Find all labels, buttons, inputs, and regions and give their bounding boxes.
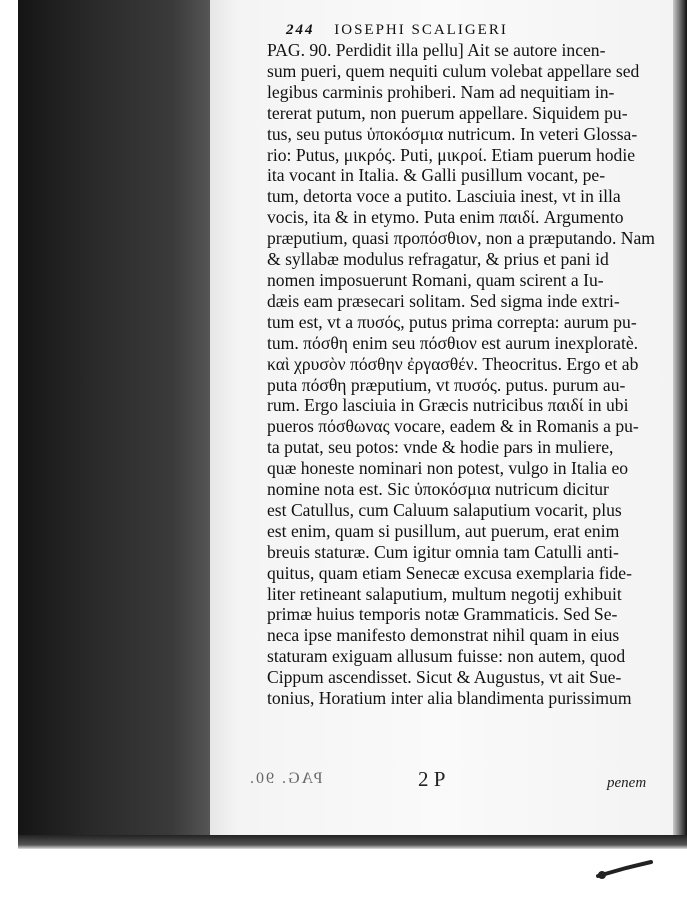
text-line: breuis staturæ. Cum igitur omnia tam Catulli anti- bbox=[267, 541, 619, 562]
text-line: ta putat, seu potos: vnde & hodie pars in muliere, bbox=[267, 437, 614, 458]
text-line: PAG. 90. Perdidit illa pellu] Ait se autore incen- bbox=[267, 40, 606, 60]
text-line: καὶ χρυσὸν πόσθην ἐργασθέν. Theocritus. Ergo et ab bbox=[267, 353, 639, 374]
text-line: sum pueri, quem nequiti culum volebat appellare sed bbox=[267, 60, 640, 81]
page-number: 244 bbox=[286, 22, 315, 38]
text-line: staturam exiguam allusum fuisse: non autem, quod bbox=[267, 646, 626, 667]
scanner-margin-bottom bbox=[0, 849, 687, 900]
text-line: nomine nota est. Sic ὑποκόσμια nutricum dicitur bbox=[267, 479, 609, 500]
text-line: rum. Ergo lasciuia in Græcis nutricibus παιδί in ubi bbox=[267, 395, 629, 416]
text-line: primæ huius temporis notæ Grammaticis. Sed Se- bbox=[267, 604, 618, 625]
text-line: tum, detorta voce a putito. Lasciuia inest, vt in illa bbox=[267, 186, 621, 207]
text-line: tum. πόσθη enim seu πόσθιον est aurum inexploratè. bbox=[267, 332, 639, 353]
text-line: legibus carminis prohiberi. Nam ad nequitiam in- bbox=[267, 81, 615, 102]
text-line: Cippum ascendisset. Sicut & Augustus, vt ait Sue- bbox=[267, 667, 622, 688]
facing-page-shadow bbox=[18, 0, 210, 842]
scan-debris-mark bbox=[596, 858, 656, 880]
text-line: vocis, ita & in etymo. Puta enim παιδί. Argumento bbox=[267, 207, 624, 228]
text-line: dæis eam præsecari solitam. Sed sigma inde extri- bbox=[267, 290, 620, 311]
running-title: IOSEPHI SCALIGERI bbox=[334, 22, 508, 38]
text-line: rio: Putus, μικρός. Puti, μικροί. Etiam puerum hodie bbox=[267, 144, 636, 165]
text-line: & syllabæ modulus refragatur, & prius et pani id bbox=[267, 249, 609, 270]
text-line: ita vocant in Italia. & Galli pusillum vocant, pe- bbox=[267, 165, 606, 186]
signature-mark: 2 P bbox=[418, 767, 446, 791]
text-line: est enim, quam si pusillum, aut puerum, erat enim bbox=[267, 520, 620, 541]
right-edge-shadow bbox=[673, 0, 687, 842]
text-line: quæ honeste nominari non potest, vulgo in Italia eo bbox=[267, 458, 629, 479]
text-line: est Catullus, cum Caluum salaputium vocarit, plus bbox=[267, 499, 622, 520]
text-line: liter retineant salaputium, multum negotij exhibuit bbox=[267, 583, 622, 604]
text-line: nomen imposuerunt Romani, quam scirent a Iu- bbox=[267, 269, 604, 290]
bottom-shadow-band bbox=[18, 835, 687, 849]
text-line: tonius, Horatium inter alia blandimenta purissimum bbox=[267, 688, 632, 709]
text-line: puta πόσθη præputium, vt πυσός. putus. purum au- bbox=[267, 374, 626, 395]
text-line: tum est, vt a πυσός, putus prima correpta: aurum pu- bbox=[267, 311, 637, 332]
body-text bbox=[267, 40, 673, 709]
bleed-through-text: PAG. 90. bbox=[248, 770, 323, 787]
catchword: penem bbox=[607, 775, 647, 791]
text-line: præputium, quasi προπόσθιον, non a præputando. Nam bbox=[267, 228, 655, 249]
text-line: tus, seu putus ὑποκόσμια nutricum. In veteri Glossa- bbox=[267, 123, 638, 144]
page-header bbox=[286, 22, 666, 39]
text-line: neca ipse manifesto demonstrat nihil quam in eius bbox=[267, 625, 620, 646]
text-line: pueros πόσθωνας vocare, eadem & in Romanis a pu- bbox=[267, 416, 639, 437]
text-line: quitus, quam etiam Senecæ excusa exemplaria fide- bbox=[267, 562, 632, 583]
text-line: tererat putum, non puerum appellare. Siquidem pu- bbox=[267, 102, 628, 123]
